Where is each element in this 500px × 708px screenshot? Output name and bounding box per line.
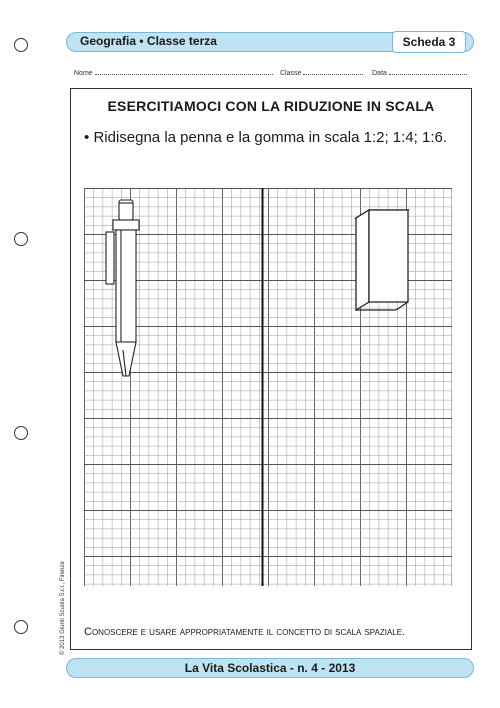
date-label: Data — [372, 70, 387, 77]
pen-barrel — [113, 220, 139, 230]
student-fields — [74, 68, 474, 80]
name-field[interactable] — [74, 68, 273, 77]
exercise-title: ESERCITIAMOCI CON LA RIDUZIONE IN SCALA — [107, 98, 435, 114]
footer-bar: La Vita Scolastica - n. 4 - 2013 — [66, 658, 474, 678]
learning-objective: Conoscere e usare appropriatamente il concetto di scala spaziale. — [84, 626, 406, 638]
name-line[interactable] — [95, 68, 273, 75]
class-level-label: Classe terza — [146, 34, 217, 48]
copyright-notice: © 2013 Giunti Scuola S.r.l., Firenze — [60, 561, 66, 655]
class-line[interactable] — [303, 68, 363, 75]
exercise-instruction — [84, 128, 464, 148]
class-field[interactable] — [280, 68, 363, 77]
eraser-side — [356, 210, 369, 310]
subject-label: Geografia — [80, 34, 137, 48]
binder-hole-1 — [14, 38, 28, 52]
binder-hole-2 — [14, 232, 28, 246]
drawing-grid[interactable] — [84, 188, 452, 586]
instruction-text: Ridisegna la penna e la gomma in scala 1:2; 1:4; 1:6. — [93, 129, 447, 146]
eraser-front — [369, 210, 408, 302]
date-field[interactable] — [372, 68, 467, 77]
header-separator: • — [139, 34, 144, 48]
name-label: Nome — [74, 70, 93, 77]
eraser-drawing — [356, 210, 408, 310]
pen-drawing — [106, 200, 139, 376]
header-title — [80, 34, 217, 48]
instruction-bullet: • — [84, 129, 90, 146]
sheet-number-badge: Scheda 3 — [392, 31, 466, 53]
binder-hole-4 — [14, 620, 28, 634]
binder-hole-3 — [14, 426, 28, 440]
pen-tip — [116, 342, 136, 376]
class-label: Classe — [280, 70, 302, 77]
pen-clip — [106, 232, 114, 284]
date-line[interactable] — [389, 68, 467, 75]
pen-body — [116, 230, 136, 342]
